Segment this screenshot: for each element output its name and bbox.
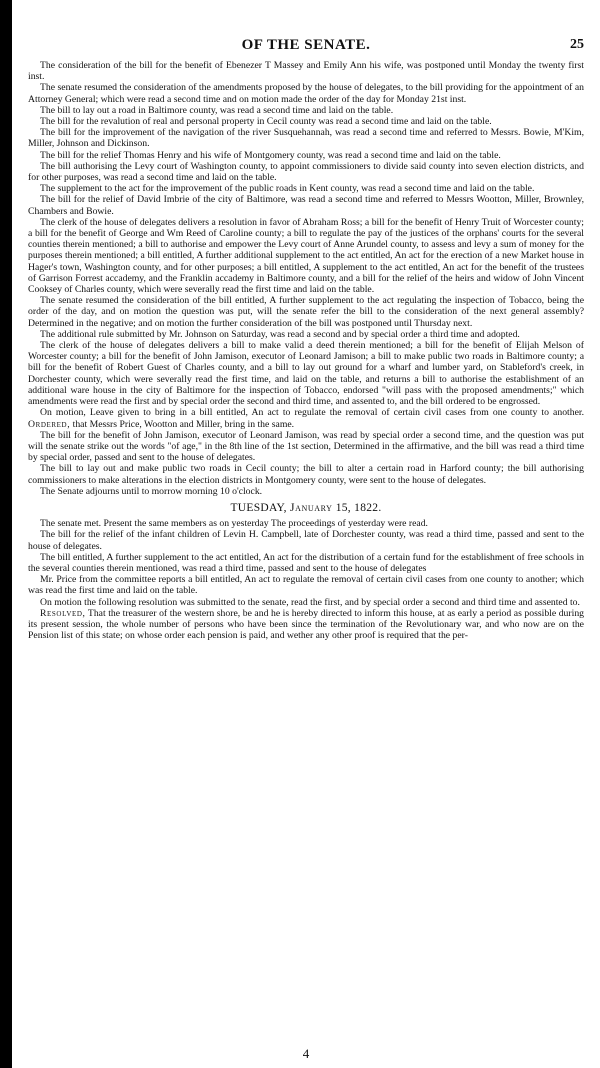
paragraph: The clerk of the house of delegates delivers a resolution in favor of Abraham Ross; a bill for the benefit of Henry Truit of Worcester county; a bill for the benefit of George and Wm Reed of Caroline county; a bill to regulate the pay of the justices of the orphans' courts for the several counties therein mentioned; a bill to authorise and empower the Levy court of Anne Arundel county, to assess and levy a sum of money for the purposes therein mentioned; a bill entitled, A further additional supplement to the act entitled, An act for the erection of a new Market house in Hager's town, Washington county, and for other purposes; a bill entitled, A supplement to the act entitled, An act for the benefit of the trustees of Garrison Forrest accademy, and the Franklin accademy in Baltimore county, and a bill for the relief of the heirs and widow of John Vincent Cooksey of Charles county, which were severally read the first time and laid on the table.	[28, 216, 584, 296]
paragraph: The clerk of the house of delegates delivers a bill to make valid a deed therein mentioned; a bill for the benefit of Elijah Melson of Worcester county; a bill for the benefit of John Jamison, executor of Leonard Jamison; a bill to make public two roads in Baltimore county; a bill for the benefit of Robert Guest of Charles county, and a bill to lay out ground for a wharf and lumber yard, on Stableford's creek, in Dorchester county, which were severally read the first time, and laid on the table, and returns a bill to authorise the establishment of an additional ware house in the city of Baltimore for the inspection of Tobacco, endorsed "will pass with the proposed amendments;" which amendments were read the first and by special order the second and third time, and assented to, and the bill ordered to be engrossed.	[28, 340, 584, 408]
page-number: 25	[570, 37, 584, 52]
paragraph: The additional rule submitted by Mr. Johnson on Saturday, was read a second and by special order a third time and adopted.	[40, 328, 520, 340]
journal-body	[28, 60, 584, 641]
resolution-paragraph	[28, 608, 584, 642]
paragraph: Mr. Price from the committee reports a bill entitled, An act to regulate the removal of certain civil cases from one county to another; which was read the first time and laid on the table.	[28, 574, 584, 597]
date-heading	[28, 503, 584, 514]
paragraph: The bill for the revalution of real and personal property in Cecil county was read a second time and laid on the table.	[40, 116, 492, 128]
paragraph: The bill authorising the Levy court of Washington county, to appoint commissioners to divide said county into seven election districts, and for other purposes, was read a second time and laid on the table.	[28, 160, 584, 184]
paragraph: The bill to lay out a road in Baltimore county, was read a second time and laid on the table.	[40, 104, 394, 116]
paragraph: The bill for the benefit of John Jamison, executor of Leonard Jamison, was read by special order a second time, and the question was put will the senate strike out the words "of age," in the 8th line of the 1st section, Determined in the affirmative, and the bill was read a third time by special order, passed and sent to the house of delegates.	[28, 429, 584, 464]
date-day: TUESDAY,	[230, 501, 287, 514]
resolved-label: Resolved,	[40, 607, 86, 619]
paragraph: On motion the following resolution was submitted to the senate, read the first, and by special order a second and third time and assented to.	[40, 596, 580, 608]
paragraph: The supplement to the act for the improvement of the public roads in Kent county, was read a second time and laid on the table.	[40, 183, 535, 195]
paragraph: The Senate adjourns until to morrow morning 10 o'clock.	[40, 485, 263, 497]
leave-paragraph	[28, 407, 584, 429]
running-title: OF THE SENATE.	[241, 37, 371, 53]
date-month: January	[290, 501, 333, 514]
paragraph: The bill for the relief of the infant children of Levin H. Campbell, late of Dorchester county, was read a third time, passed and sent to the house of delegates.	[28, 529, 584, 552]
page-header	[28, 0, 584, 60]
paragraph: The senate resumed the consideration of the amendments proposed by the house of delegates, to the bill providing for the appointment of an Attorney General; which were read a second time and on motion made the order of the day for Monday 21st inst.	[28, 82, 584, 105]
paragraph: The bill for the relief of David Imbrie of the city of Baltimore, was read a second time and referred to Messrs Wootton, Miller, Brownley, Chambers and Bowie.	[28, 194, 584, 217]
leave-text: On motion, Leave given to bring in a bill entitled, An act to regulate the removal of certain civil cases from one county to another.	[40, 407, 584, 419]
signature-mark: 4	[302, 1046, 310, 1061]
paragraph: The bill entitled, A further supplement to the act entitled, An act for the distribution of a certain fund for the establishment of free schools in the several counties therein mentioned, was read a third time, passed and sent to the house of delegates	[28, 551, 584, 574]
paragraph: The bill to lay out and make public two roads in Cecil county; the bill to alter a certain road in Harford county; the bill authorising commissioners to make alterations in the election districts in Montgomery county, were sent to the house of delegates.	[28, 463, 584, 486]
binding-edge	[0, 0, 12, 1068]
document-page	[28, 0, 584, 1068]
date-date: 15, 1822.	[335, 501, 382, 514]
paragraph: The consideration of the bill for the benefit of Ebenezer T Massey and Emily Ann his wife, was postponed until Monday the twenty first inst.	[28, 60, 584, 83]
resolution-text: That the treasurer of the western shore, be and he is hereby directed to inform this house, at as early a period as possible during its present session, the whole number of persons who have been since the termination of the Revolutionary war, and who now are on the Pension list of this state; on whose order each pension is paid, and wether any other proof is required that the per-	[28, 607, 585, 642]
paragraph: The senate met. Present the same members as on yesterday The proceedings of yesterday were read.	[40, 518, 428, 530]
ordered-label: Ordered,	[28, 418, 71, 430]
paragraph: The senate resumed the consideration of the bill entitled, A further supplement to the act regulating the inspection of Tobacco, being the order of the day, and on motion the question was put, will the senate refer the bill to the consideration of the next general assembly? Determined in the negative; and on motion the further consideration of the bill was postponed until Thursday next.	[28, 295, 584, 329]
paragraph: The bill for the improvement of the navigation of the river Susquehannah, was read a second time and referred to Messrs. Bowie, M'Kim, Miller, Johnson and Dickinson.	[28, 127, 584, 150]
paragraph: The bill for the relief Thomas Henry and his wife of Montgomery county, was read a second time and laid on the table.	[40, 149, 501, 161]
leave-order-text: that Messrs Price, Wootton and Miller, bring in the same.	[72, 418, 295, 430]
